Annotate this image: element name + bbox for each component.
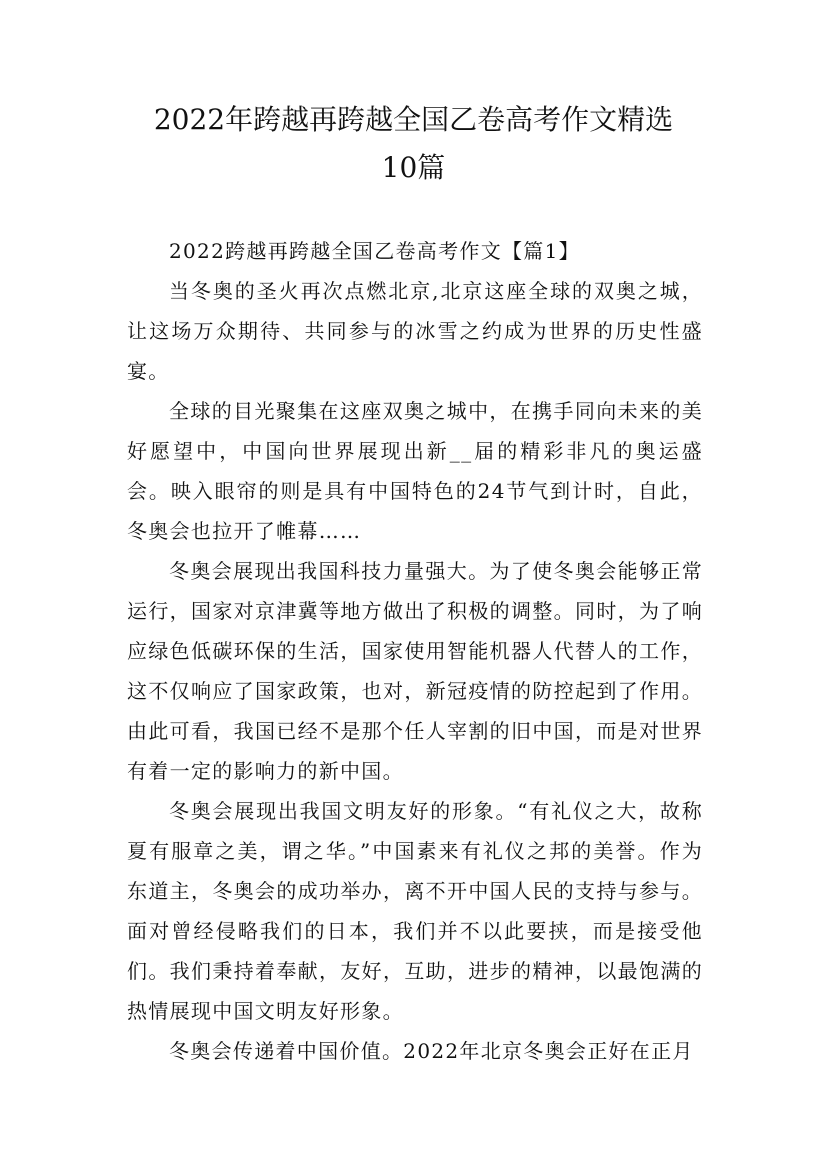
paragraph: 冬奥会传递着中国价值。2022年北京冬奥会正好在正月 <box>169 1039 694 1063</box>
document-title <box>80 96 747 192</box>
paragraph: 冬奥会展现出我国科技力量强大。为了使冬奥会能够正常运行，国家对京津冀等地方做出了积极的调整。同时，为了响应绿色低碳环保的生活，国家使用智能机器人代替人的工作，这不仅响应了国家政策，也对，新冠疫情的防控起到了作用。由此可看，我国已经不是那个任人宰割的旧中国，而是对世界有着一定的影响力的新中国。 <box>127 559 703 783</box>
paragraph: 冬奥会展现出我国文明友好的形象。“有礼仪之大，故称夏有服章之美，谓之华。”中国素来有礼仪之邦的美誉。作为东道主，冬奥会的成功举办，离不开中国人民的支持与参与。面对曾经侵略我们的日本，我们并不以此要挟，而是接受他们。我们秉持着奉献，友好，互助，进步的精神，以最饱满的热情展现中国文明友好形象。 <box>127 799 703 1023</box>
section-heading: 2022跨越再跨越全国乙卷高考作文【篇1】 <box>169 239 580 263</box>
document-body <box>127 231 703 1071</box>
paragraph: 全球的目光聚集在这座双奥之城中，在携手同向未来的美好愿望中，中国向世界展现出新__届的精彩非凡的奥运盛会。映入眼帘的则是具有中国特色的24节气到计时，自此，冬奥会也拉开了帷幕…… <box>127 399 703 543</box>
paragraph: 当冬奥的圣火再次点燃北京,北京这座全球的双奥之城，让这场万众期待、共同参与的冰雪之约成为世界的历史性盛宴。 <box>127 279 703 383</box>
title-line-1: 2022年跨越再跨越全国乙卷高考作文精选 <box>153 103 674 136</box>
title-line-2: 10篇 <box>381 151 446 184</box>
